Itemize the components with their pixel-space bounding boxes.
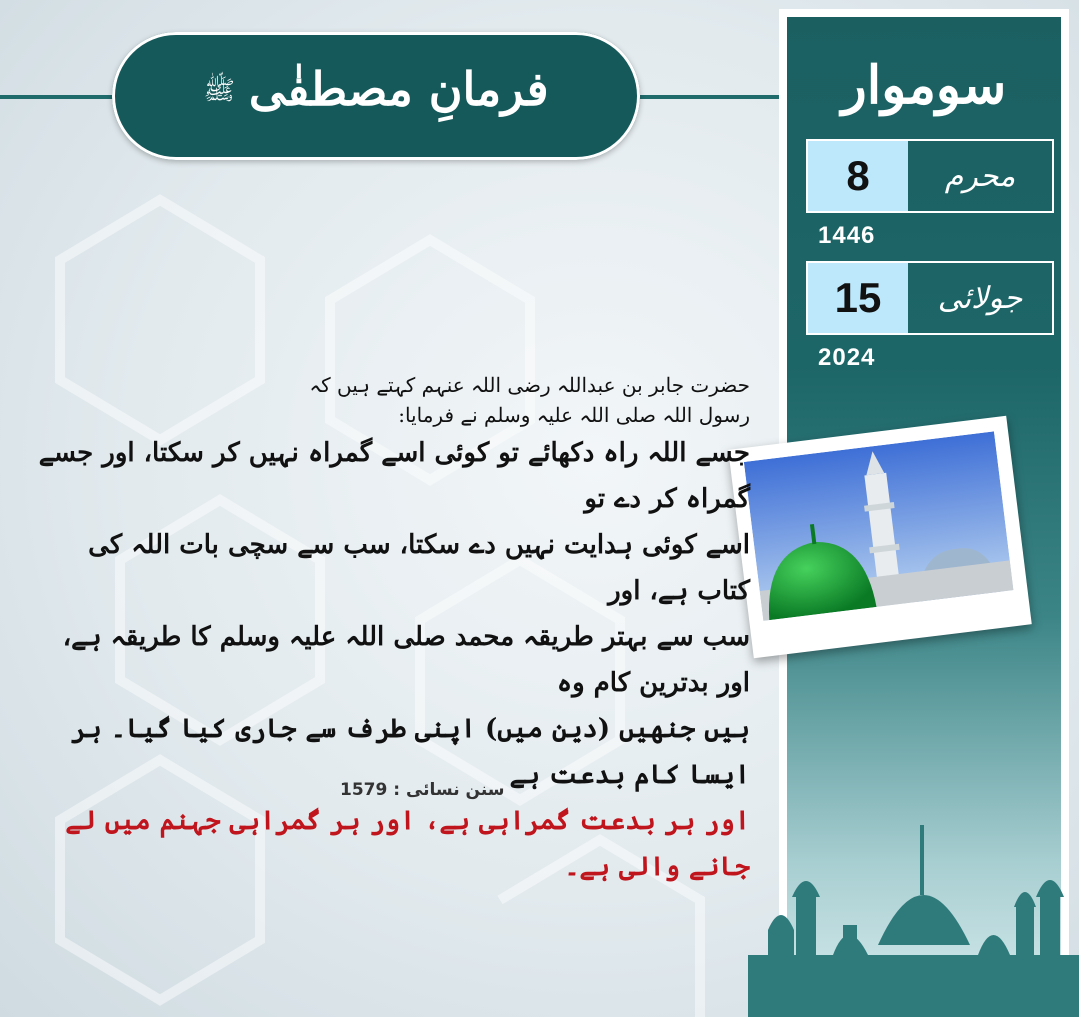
- mosque-silhouette: [748, 805, 1079, 1017]
- hadith-line-4: ہیں جنھیں (دین میں) اپنی طرف سے جاری کیا گیا۔ ہر ایسا کام بدعت ہے: [71, 714, 750, 790]
- hadith-reference: سنن نسائی : 1579: [340, 780, 505, 800]
- title-text: فرمانِ مصطفٰی: [248, 62, 549, 116]
- hadith-line-1: جسے اللہ راہ دکھائے تو کوئی اسے گمراہ نہیں کر سکتا، اور جسے گمراہ کر دے تو: [38, 438, 750, 514]
- hijri-day: 8: [808, 141, 908, 211]
- hadith-line-2: اسے کوئی ہدایت نہیں دے سکتا، سب سے سچی بات اللہ کی کتاب ہے، اور: [88, 530, 750, 606]
- salutation-glyph: ﷺ: [203, 76, 235, 106]
- hadith-text: [30, 370, 750, 890]
- header-banner: [112, 32, 640, 160]
- banner-line-left: [0, 95, 120, 99]
- gregorian-month: جولائی: [937, 280, 1023, 316]
- green-dome-image: [744, 431, 1014, 621]
- prophet-said-line: رسول اللہ صلی اللہ علیہ وسلم نے فرمایا:: [398, 403, 750, 427]
- gregorian-year: 2024: [818, 344, 876, 371]
- green-dome-photo: [728, 416, 1032, 659]
- page-title: [112, 62, 640, 116]
- gregorian-day: 15: [808, 263, 908, 333]
- narrator-line: حضرت جابر بن عبداللہ رضی اللہ عنہم کہتے ہیں کہ: [309, 373, 750, 397]
- weekday-label: سوموار: [841, 55, 1007, 116]
- banner-line-right: [632, 95, 782, 99]
- gregorian-date-box: [806, 261, 1054, 335]
- hadith-line-3: سب سے بہتر طریقہ محمد صلی اللہ علیہ وسلم کا طریقہ ہے، اور بدترین کام وہ: [62, 622, 750, 698]
- hijri-date-box: [806, 139, 1054, 213]
- hijri-month: محرم: [944, 158, 1016, 194]
- hadith-highlight-line: اور ہر بدعت گمراہی ہے، اور ہر گمراہی جہنم میں لے جانے والی ہے۔: [65, 806, 750, 882]
- hijri-year: 1446: [818, 222, 876, 249]
